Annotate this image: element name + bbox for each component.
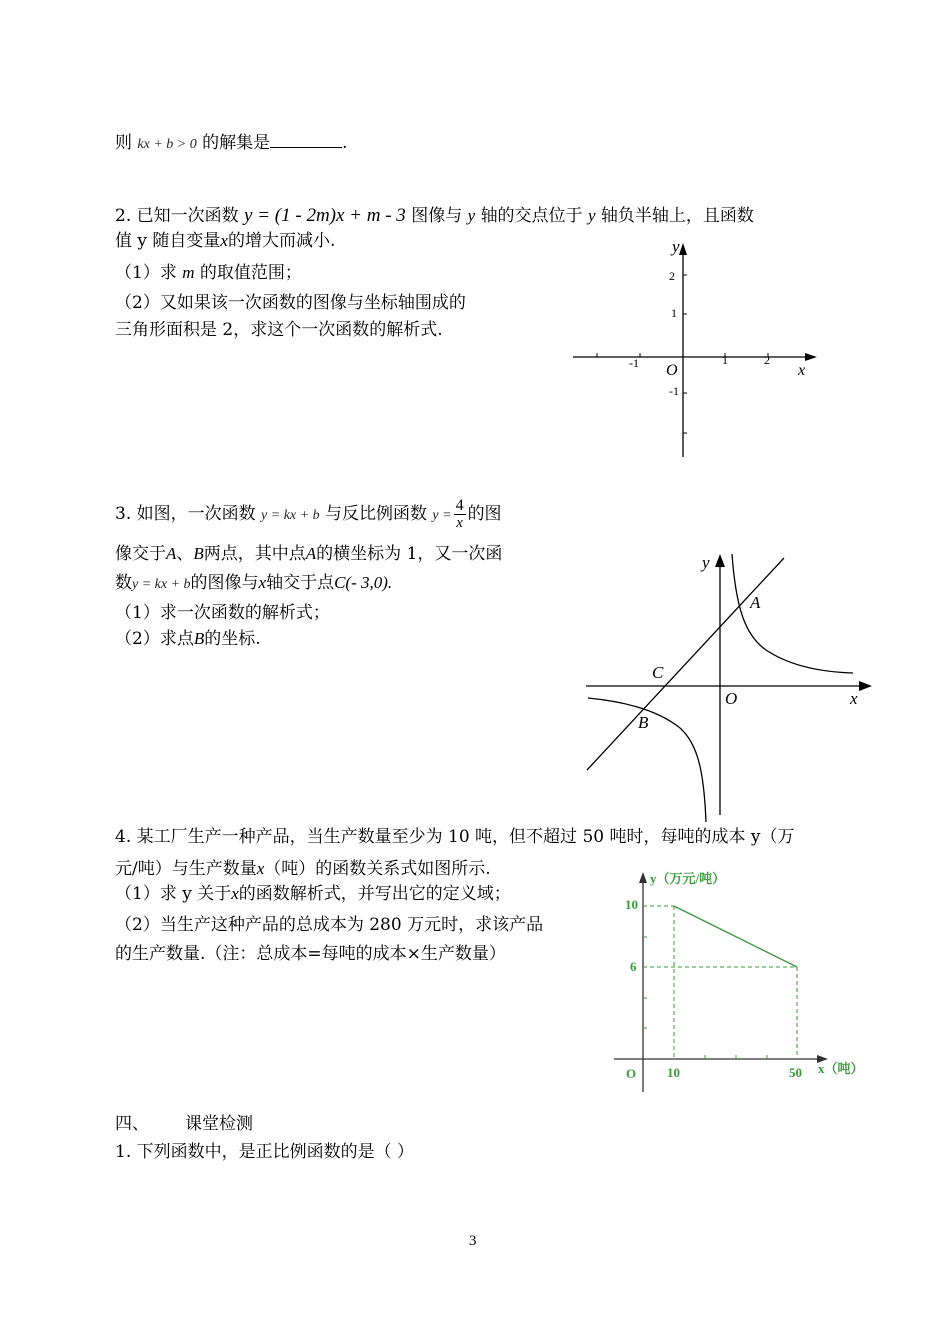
q3-part2: （2）求点B的坐标. bbox=[115, 629, 261, 649]
q2-tick-x1: 1 bbox=[722, 353, 728, 367]
q4-x-axis-label: x（吨） bbox=[818, 1061, 864, 1076]
q4-y-axis-label: y（万元/吨） bbox=[650, 871, 726, 886]
q4-part2-line1: （2）当生产这种产品的总成本为 280 万元时，求该产品 bbox=[115, 915, 544, 935]
q3-line1: 3. 如图，一次函数 y = kx + b 与反比例函数 y = $\frac{4}{x}$ 的图 bbox=[115, 497, 502, 531]
q4-cost-segment bbox=[674, 906, 797, 967]
q1-answer-blank[interactable] bbox=[270, 133, 342, 148]
q4-y-tick-10: 10 bbox=[625, 897, 638, 912]
q2-tick-y1: 1 bbox=[671, 306, 677, 320]
q3-point-c-label: C bbox=[652, 663, 664, 682]
section4-number: 四、 bbox=[115, 1114, 149, 1134]
q3-x-label: x bbox=[850, 689, 858, 708]
q2-part1: （1）求 m 的取值范围； bbox=[115, 263, 302, 283]
q4-origin-label: O bbox=[626, 1066, 637, 1081]
q1-answer-line bbox=[115, 132, 348, 156]
q2-function-expr: y = (1 - 2m)x + m - 3 bbox=[244, 205, 406, 226]
q2-tick-y2: 2 bbox=[669, 269, 675, 283]
q2-x-label: x bbox=[798, 362, 806, 379]
q1-inequality: kx + b > 0 bbox=[137, 137, 197, 152]
q2-origin-label: O bbox=[666, 362, 678, 379]
q2-coordinate-plane bbox=[565, 235, 825, 465]
q2-line2: 值 y 随自变量x的增大而减小. bbox=[115, 231, 336, 251]
q4-y-arrow bbox=[639, 872, 647, 883]
q4-x-tick-50: 50 bbox=[789, 1065, 802, 1080]
q3-part1: （1）求一次函数的解析式； bbox=[115, 603, 330, 623]
q4-y-tick-6: 6 bbox=[630, 959, 637, 974]
q3-linear-expr: y = kx + b bbox=[261, 508, 320, 523]
q4-part2-line2: 的生产数量.（注：总成本=每吨的成本×生产数量） bbox=[115, 944, 506, 964]
q2-y-arrow bbox=[679, 243, 687, 255]
q3-hyperbola-branch-1 bbox=[732, 554, 853, 673]
section4-heading bbox=[115, 1113, 253, 1135]
q1-end: . bbox=[342, 133, 348, 153]
q3-fraction: $\frac{4}{x}$ bbox=[455, 497, 464, 531]
q1-suffix: 的解集是 bbox=[202, 133, 271, 153]
q3-origin-label: O bbox=[725, 689, 738, 708]
q3-line2: 像交于A、B两点，其中点A的横坐标为 1，又一次函 bbox=[115, 544, 503, 564]
section4-q1: 1. 下列函数中，是正比例函数的是（ ） bbox=[115, 1142, 415, 1162]
q2-x-arrow bbox=[805, 353, 817, 361]
q1-prefix: 则 bbox=[115, 133, 132, 153]
q3-y-arrow bbox=[715, 554, 725, 567]
q2-y-label: y bbox=[672, 237, 680, 256]
q3-y-label: y bbox=[702, 553, 710, 572]
q3-line3: 数y = kx + b的图像与x轴交于点C(- 3,0). bbox=[115, 573, 393, 593]
q4-line1: 4. 某工厂生产一种产品，当生产数量至少为 10 吨，但不超过 50 吨时，每吨的成本 y（万 bbox=[115, 827, 795, 847]
q4-line2: 元/吨）与生产数量x（吨）的函数关系式如图所示. bbox=[115, 859, 491, 879]
q2-tick-xm1: -1 bbox=[629, 356, 639, 370]
q2-tick-x2: 2 bbox=[764, 353, 770, 367]
q2-line1: 2. 已知一次函数 y = (1 - 2m)x + m - 3 图像与 y 轴的交点位于 y 轴负半轴上，且函数 bbox=[115, 205, 754, 226]
q2-part2-line1: （2）又如果该一次函数的图像与坐标轴围成的 bbox=[115, 293, 466, 313]
q3-point-b-label: B bbox=[638, 713, 649, 732]
section4-title: 课堂检测 bbox=[185, 1114, 253, 1134]
q2-part2-line2: 三角形面积是 2，求这个一次函数的解析式. bbox=[115, 320, 443, 340]
q3-x-arrow bbox=[859, 681, 872, 691]
q4-x-tick-10: 10 bbox=[667, 1065, 680, 1080]
q3-linear-line bbox=[587, 558, 784, 770]
q3-point-a-label: A bbox=[750, 593, 761, 612]
q4-cost-graph bbox=[600, 860, 875, 1100]
q3-graph bbox=[580, 540, 880, 825]
q3-point-c: C(- 3,0). bbox=[334, 573, 393, 592]
q4-part1: （1）求 y 关于x的函数解析式，并写出它的定义域； bbox=[115, 884, 511, 904]
page-number: 3 bbox=[469, 1233, 477, 1249]
q2-tick-ym1: -1 bbox=[669, 384, 679, 398]
